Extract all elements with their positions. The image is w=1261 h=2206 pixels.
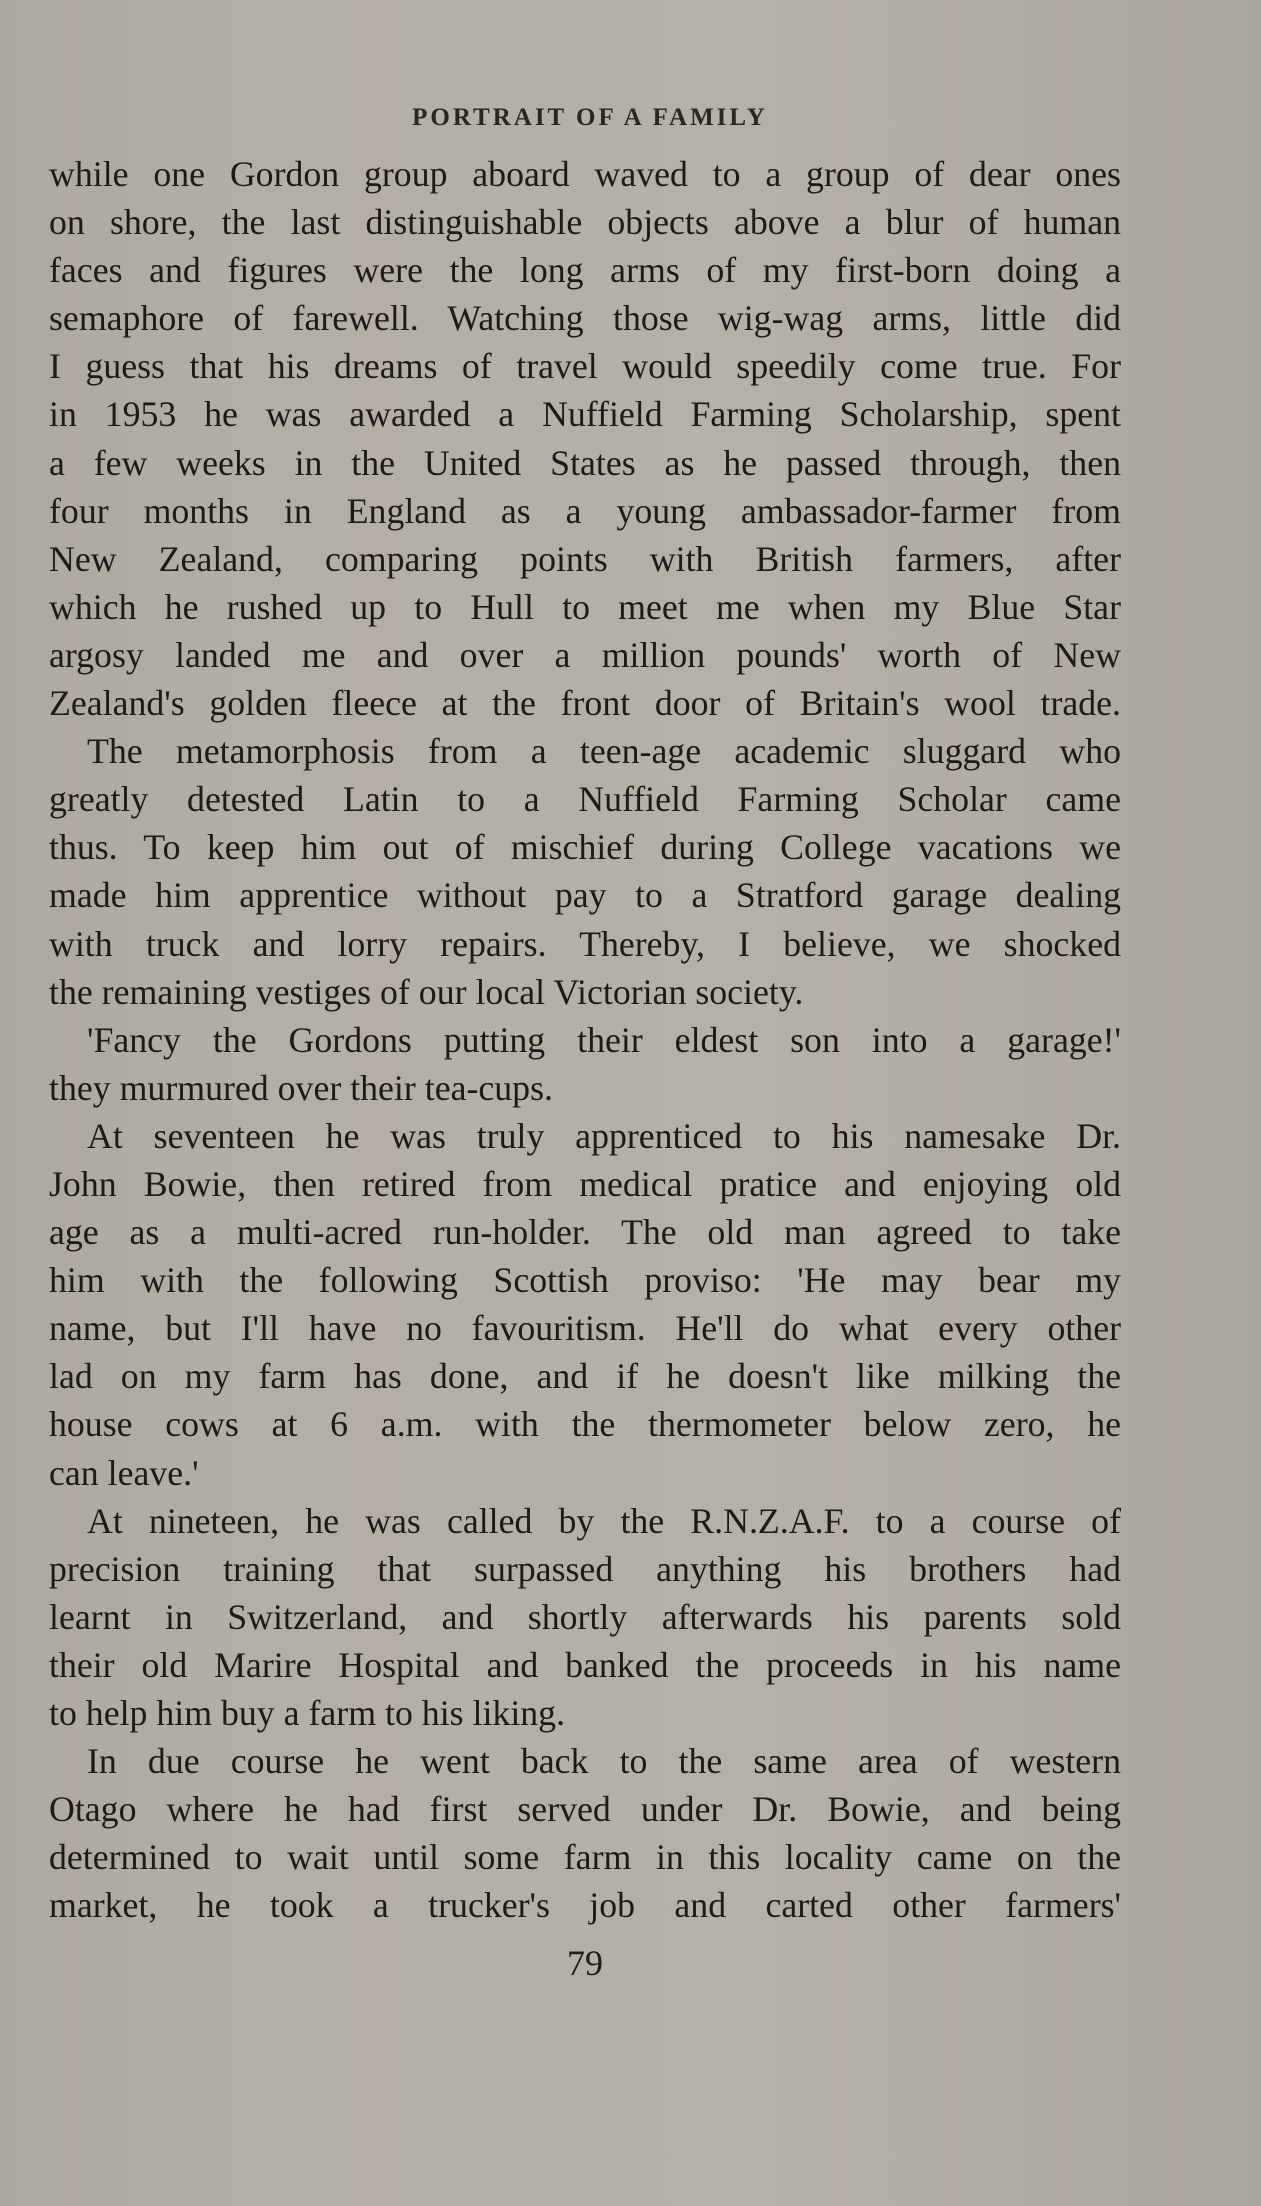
text-line: can leave.'	[49, 1452, 199, 1493]
text-line: made him apprentice without pay to a Stratford garage dealing	[49, 875, 1121, 916]
text-line: I guess that his dreams of travel would speedily come true. For	[49, 346, 1121, 387]
text-line: New Zealand, comparing points with British farmers, after	[49, 538, 1121, 579]
text-line: four months in England as a young ambassador-farmer from	[49, 490, 1121, 531]
text-line: John Bowie, then retired from medical pratice and enjoying old	[49, 1163, 1121, 1204]
text-line: learnt in Switzerland, and shortly afterwards his parents sold	[49, 1596, 1121, 1637]
paragraph-start-line: At nineteen, he was called by the R.N.Z.A.F. to a course of	[87, 1500, 1121, 1541]
paragraph-start-line: 'Fancy the Gordons putting their eldest son into a garage!'	[87, 1019, 1121, 1060]
text-line: market, he took a trucker's job and carted other farmers'	[49, 1885, 1121, 1926]
text-line: Zealand's golden fleece at the front door of Britain's wool trade.	[49, 683, 1121, 724]
text-line: semaphore of farewell. Watching those wig-wag arms, little did	[49, 298, 1121, 339]
body-text	[49, 150, 1121, 1929]
text-line: argosy landed me and over a million pounds' worth of New	[49, 634, 1121, 675]
text-line: determined to wait until some farm in this locality came on the	[49, 1837, 1121, 1878]
text-line: lad on my farm has done, and if he doesn't like milking the	[49, 1356, 1121, 1397]
text-line: while one Gordon group aboard waved to a group of dear ones	[49, 154, 1121, 194]
running-head: PORTRAIT OF A FAMILY	[412, 104, 768, 131]
text-line: on shore, the last distinguishable objects above a blur of human	[49, 202, 1121, 243]
text-line: him with the following Scottish proviso: 'He may bear my	[49, 1260, 1121, 1301]
paragraph-start-line: In due course he went back to the same area of western	[87, 1741, 1121, 1782]
text-line: a few weeks in the United States as he passed through, then	[49, 442, 1121, 483]
text-line: thus. To keep him out of mischief during College vacations we	[49, 827, 1121, 868]
text-line: faces and figures were the long arms of my first-born doing a	[49, 250, 1121, 291]
text-line: house cows at 6 a.m. with the thermometer below zero, he	[49, 1404, 1121, 1445]
text-line: with truck and lorry repairs. Thereby, I believe, we shocked	[49, 923, 1121, 964]
text-line: greatly detested Latin to a Nuffield Farming Scholar came	[49, 779, 1121, 820]
text-line: which he rushed up to Hull to meet me when my Blue Star	[49, 586, 1121, 627]
text-line: age as a multi-acred run-holder. The old man agreed to take	[49, 1212, 1121, 1253]
text-line: precision training that surpassed anything his brothers had	[49, 1548, 1121, 1589]
text-line: they murmured over their tea-cups.	[49, 1067, 553, 1108]
text-line: the remaining vestiges of our local Victorian society.	[49, 971, 804, 1012]
text-line: their old Marire Hospital and banked the proceeds in his name	[49, 1644, 1121, 1685]
text-line: Otago where he had first served under Dr. Bowie, and being	[49, 1789, 1121, 1830]
text-line: in 1953 he was awarded a Nuffield Farming Scholarship, spent	[49, 394, 1121, 435]
text-line: name, but I'll have no favouritism. He'll do what every other	[49, 1308, 1121, 1349]
paragraph-start-line: The metamorphosis from a teen-age academic sluggard who	[87, 731, 1121, 772]
text-line: to help him buy a farm to his liking.	[49, 1693, 566, 1733]
paragraph-start-line: At seventeen he was truly apprenticed to his namesake Dr.	[87, 1115, 1121, 1156]
page-number: 79	[567, 1943, 603, 1983]
